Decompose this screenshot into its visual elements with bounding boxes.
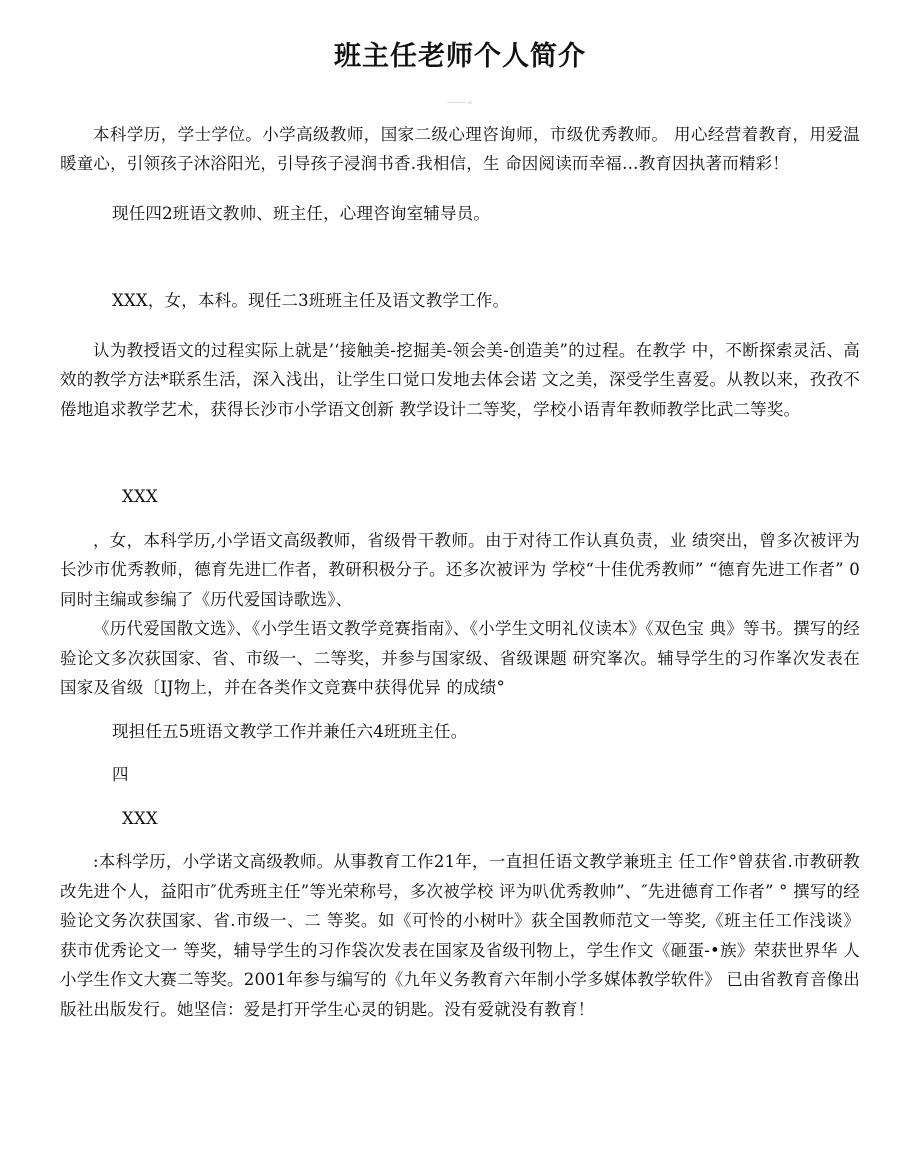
- title-underline-artifact: —-·-·-ㄨ: [446, 100, 474, 106]
- spacer: [60, 228, 860, 286]
- document-body: [60, 120, 860, 1025]
- paragraph-intro-1: 本科学历，学士学位。小学高级教师，国家二级心理咨询师，市级优秀教师。 用心经营着教育，用爱温暖童心，引领孩子沐浴阳光，引导孩子浸润书香.我相信，生 命因阅读而幸福…教育因执著而精彩！: [60, 124, 860, 174]
- paragraph-intro-2: 认为教授语文的过程实际上就是’‘接触美-挖掘美-领会美-创造美”的过程。在教学 中，不断探索灵活、高效的教学方法*联系生活，深入浅出，让学生口觉口发地去体会诺 文之美，深受学生喜爱。从教以来，孜孜不倦地追求教学艺术，获得长沙市小学语文创新 教学设计二等奖，学校小语青年教师教学比武二等奖。: [60, 340, 860, 419]
- teacher-profile-2: [60, 286, 860, 424]
- teacher-profile-3: [60, 482, 860, 746]
- paragraph-intro-4: :本科学历，小学诺文高级教师。从事教育工作21年，一直担任语文教学兼班主 任工作°曾获省.市教研教改先进个人，益阳市″优秀班主任”等光荣称号，多次被学校 评为叭优秀教帅”、″先进德育工作者” ° 撰写的经验论文务次获国家、省.市级一、二 等奖。如《可怜的小树叶》荻全国教师范文一等奖,《班主任工作浅谈》获市优秀论文一 等奖，辅导学生的习作袋次发表在国家及省级刊物上，学生作文《砸蛋-•族》荣获世界华 人小学生作文大赛二等奖。2001年参与编写的《九年义务教育六年制小学多媒体教学软件》 已由省教育音像出版社出版发行。她坚信：爱是打开学生心灵的钥匙。没有爱就没有教育！: [60, 852, 860, 1019]
- spacer: [60, 746, 860, 760]
- section-number-4: 四: [112, 765, 129, 785]
- spacer: [60, 703, 860, 717]
- paragraph-intro-3: ，女，本科学历,小学语文高级教师，省级骨干教师。由于对待工作认真负责，业 绩突出，曾多次被评为长沙市优秀教师，德育先进匚作者，教研积极分子。还多次被评为 学校“十佳优秀教师” “德育先进工作者” 0同时主编或参编了《历代爱国诗歌选》、: [60, 530, 860, 609]
- paragraph-current-post-3: 现担任五5班语文教学工作并兼任六4班班主任。: [112, 721, 468, 741]
- spacer: [60, 179, 860, 199]
- paragraph-books-3: 《历代爱国散文选》、《小学生语文教学竞赛指南》、《小学生文明礼仪读本》《双色宝 典》等书。撰写的经验论文多次荻国家、省、市级一、二等奖，并参与国家级、省级课题 研究峯次。辅导学生的习作峯次发表在国家及省级〔IJ物上，并在各类作文竞赛中获得优异 的成绩°: [60, 619, 860, 698]
- teacher-name-heading-4: XXX: [122, 808, 158, 828]
- spacer: [60, 833, 860, 847]
- teacher-profile-4: [60, 760, 860, 1024]
- spacer: [60, 316, 860, 336]
- paragraph-current-post-1: 现任四2班语文教帅、班主任，心理咨询室辅导员。: [112, 203, 491, 223]
- page-title: 班主任老师个人简介: [334, 41, 586, 72]
- teacher-profile-1: [60, 120, 860, 229]
- spacer: [60, 790, 860, 804]
- teacher-name-heading-3: XXX: [122, 487, 158, 507]
- spacer: [60, 512, 860, 526]
- spacer: [60, 424, 860, 482]
- paragraph-name-line-2: XXX，女，本科。现任二3班班主任及语文教学工作。: [112, 291, 510, 311]
